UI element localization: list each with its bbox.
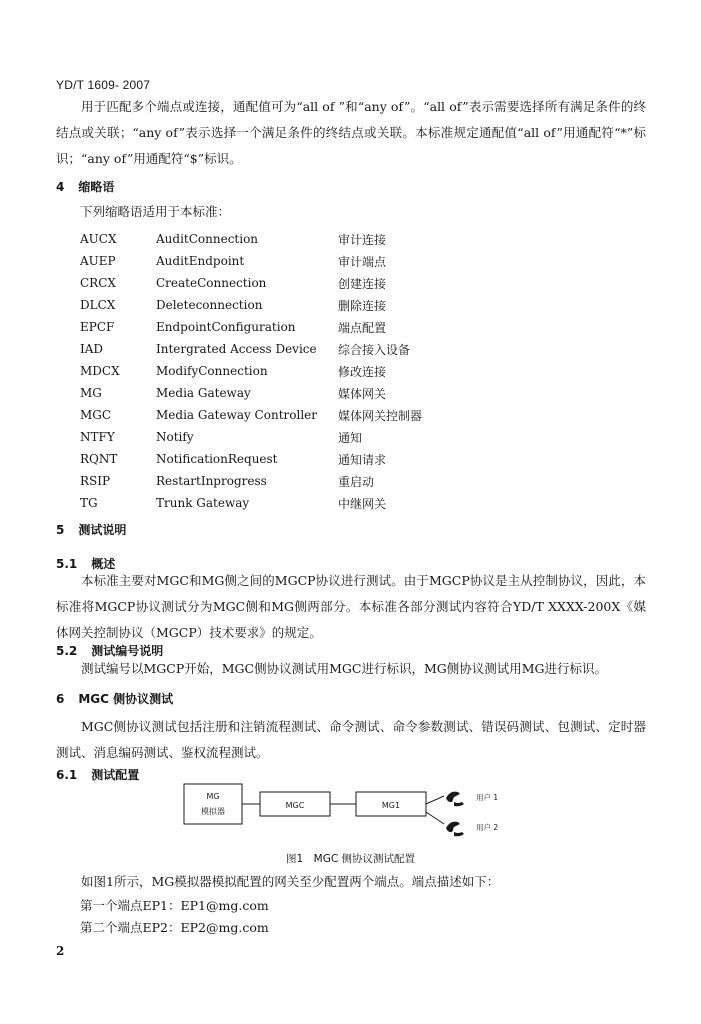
section-6-title: MGC 侧协议测试: [78, 692, 174, 706]
section-5-2-paragraph: 测试编号以MGCP开始，MGC侧协议测试用MGC进行标识，MG侧协议测试用MG进行标识。: [81, 661, 608, 676]
mg-simulator-label-2: 模拟器: [201, 807, 225, 816]
abbreviation-row: [80, 338, 458, 360]
section-6-1-number: 6.1: [56, 768, 78, 782]
abbreviation-intro: 下列缩略语适用于本标准：: [80, 204, 231, 219]
abbreviation-code: MDCX: [80, 364, 120, 378]
abbreviation-row: [80, 316, 458, 338]
abbreviation-row: [80, 250, 458, 272]
abbreviation-english: Deleteconnection: [156, 298, 263, 312]
abbreviation-code: IAD: [80, 342, 104, 356]
abbreviation-code: EPCF: [80, 320, 115, 334]
abbreviation-chinese: 重启动: [338, 474, 375, 489]
mg1-label: MG1: [381, 801, 401, 810]
abbreviation-english: Notify: [156, 430, 194, 444]
abbreviation-english: Media Gateway Controller: [156, 408, 317, 422]
abbreviation-english: CreateConnection: [156, 276, 267, 290]
after-figure-paragraph: 如图1所示，MG模拟器模拟配置的网关至少配置两个端点。端点描述如下：: [81, 874, 500, 889]
abbreviation-chinese: 端点配置: [338, 320, 387, 335]
abbreviation-row: [80, 404, 458, 426]
section-5-2-number: 5.2: [56, 644, 78, 658]
mg-simulator-box: [184, 784, 242, 824]
section-6-number: 6: [56, 692, 65, 706]
abbreviation-chinese: 创建连接: [338, 276, 387, 291]
abbreviation-code: NTFY: [80, 430, 115, 444]
telephone-icon: [446, 822, 464, 837]
section-5-1-title: 概述: [91, 557, 116, 571]
user-2-label: 用户 2: [476, 823, 499, 832]
document-header: YD/T 1609- 2007: [56, 78, 151, 92]
endpoint-2-line: [80, 918, 269, 936]
abbreviation-code: DLCX: [80, 298, 116, 312]
abbreviation-code: RQNT: [80, 452, 118, 466]
section-4-number: 4: [56, 180, 65, 194]
abbreviation-english: RestartInprogress: [156, 474, 267, 488]
abbreviation-code: TG: [80, 496, 98, 510]
link-mg1-user2: [426, 812, 444, 824]
test-configuration-diagram: [178, 778, 518, 848]
abbreviation-chinese: 审计连接: [338, 232, 387, 247]
abbreviation-code: AUEP: [80, 254, 116, 268]
abbreviation-row: [80, 382, 458, 404]
mgc-label: MGC: [285, 801, 305, 810]
abbreviation-row: [80, 470, 458, 492]
endpoint-2-label: 第二个端点EP2：: [80, 920, 181, 935]
section-4-title: 缩略语: [78, 180, 115, 194]
abbreviation-row: [80, 294, 458, 316]
link-mg1-user1: [426, 796, 444, 804]
abbreviation-chinese: 综合接入设备: [338, 342, 411, 357]
abbreviation-english: NotificationRequest: [156, 452, 278, 466]
abbreviation-table: [80, 228, 458, 514]
section-6-heading: [56, 690, 173, 707]
section-5-1-number: 5.1: [56, 557, 78, 571]
abbreviation-row: [80, 492, 458, 514]
section-6-1-heading: [56, 766, 139, 783]
abbreviation-english: EndpointConfiguration: [156, 320, 296, 334]
abbreviation-code: CRCX: [80, 276, 116, 290]
abbreviation-english: Trunk Gateway: [156, 496, 250, 510]
endpoint-1-line: [80, 896, 269, 914]
abbreviation-code: MG: [80, 386, 102, 400]
endpoint-1-value: EP1@mg.com: [180, 898, 269, 913]
abbreviation-code: RSIP: [80, 474, 111, 488]
abbreviation-english: Media Gateway: [156, 386, 251, 400]
abbreviation-chinese: 通知: [338, 430, 363, 445]
abbreviation-chinese: 媒体网关控制器: [338, 408, 423, 423]
section-6-1-title: 测试配置: [91, 768, 140, 782]
abbreviation-code: AUCX: [80, 232, 117, 246]
user-1-label: 用户 1: [476, 793, 499, 802]
abbreviation-chinese: 删除连接: [338, 298, 387, 313]
abbreviation-row: [80, 272, 458, 294]
abbreviation-row: [80, 426, 458, 448]
section-5-heading: [56, 521, 126, 538]
abbreviation-chinese: 通知请求: [338, 452, 387, 467]
section-5-2-title: 测试编号说明: [91, 644, 164, 658]
section-5-1-paragraph: 本标准主要对MGC和MG侧之间的MGCP协议进行测试。由于MGCP协议是主从控制协议，因此，本标准将MGCP协议测试分为MGC侧和MG侧两部分。本标准各部分测试内容符合YD/T XXXX-200X《媒体网关控制协议（MGCP）技术要求》的规定。: [56, 573, 646, 640]
abbreviation-english: AuditConnection: [156, 232, 259, 246]
telephone-icon: [446, 792, 464, 807]
mg-simulator-label-1: MG: [206, 792, 220, 801]
abbreviation-chinese: 媒体网关: [338, 386, 387, 401]
page-number: 2: [56, 944, 65, 958]
endpoint-1-label: 第一个端点EP1：: [80, 898, 181, 913]
abbreviation-chinese: 审计端点: [338, 254, 387, 269]
section-5-title: 测试说明: [78, 523, 127, 537]
abbreviation-english: Intergrated Access Device: [156, 342, 317, 356]
section-4-heading: [56, 178, 114, 195]
abbreviation-row: [80, 448, 458, 470]
abbreviation-chinese: 中继网关: [338, 496, 387, 511]
intro-paragraph: 用于匹配多个端点或连接，通配值可为“all of ”和“any of”。“all of”表示需要选择所有满足条件的终结点或关联；“any of”表示选择一个满足条件的终结点或关联。本标准规定通配值“all of”用通配符“*”标识；“any of”用通配符“$”标识。: [56, 99, 646, 166]
endpoint-2-value: EP2@mg.com: [180, 920, 269, 935]
abbreviation-row: [80, 360, 458, 382]
abbreviation-code: MGC: [80, 408, 112, 422]
section-5-number: 5: [56, 523, 65, 537]
abbreviation-english: ModifyConnection: [156, 364, 268, 378]
abbreviation-english: AuditEndpoint: [156, 254, 245, 268]
section-6-paragraph: MGC侧协议测试包括注册和注销流程测试、命令测试、命令参数测试、错误码测试、包测试、定时器测试、消息编码测试、鉴权流程测试。: [56, 719, 646, 760]
figure-caption: 图1 MGC 侧协议测试配置: [285, 853, 416, 865]
abbreviation-row: [80, 228, 458, 250]
abbreviation-chinese: 修改连接: [338, 364, 387, 379]
